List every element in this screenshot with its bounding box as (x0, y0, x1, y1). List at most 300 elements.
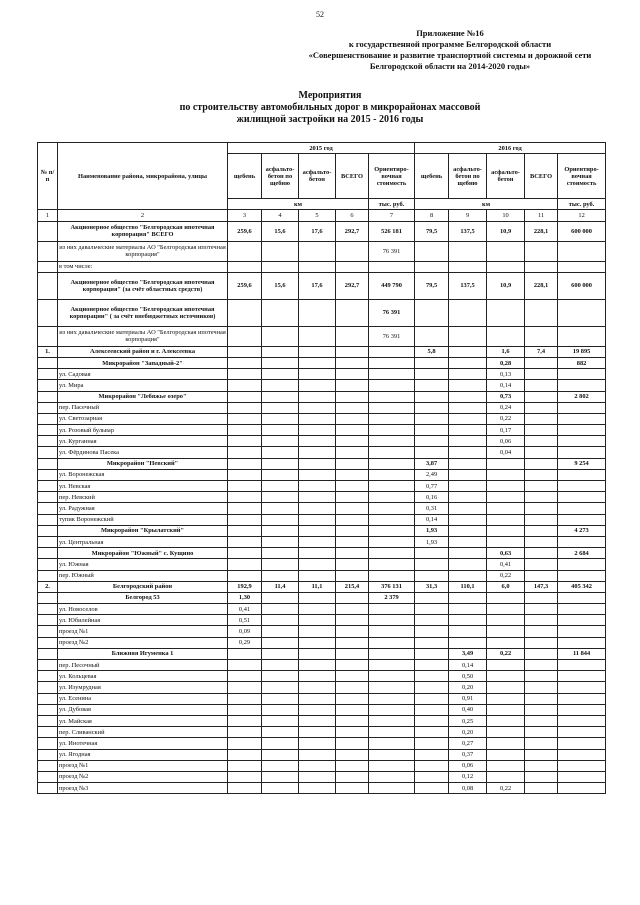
table-row (38, 592, 606, 603)
row-value (558, 261, 606, 272)
row-value (525, 481, 558, 492)
row-value (228, 682, 262, 693)
row-value: 15,6 (262, 221, 299, 241)
row-value (525, 514, 558, 525)
row-value: 0,14 (449, 660, 487, 671)
row-value: 0,28 (487, 357, 525, 368)
row-value (369, 436, 415, 447)
row-number (38, 391, 58, 402)
table-row (38, 771, 606, 782)
row-value (449, 592, 487, 603)
row-value (336, 469, 369, 480)
row-number (38, 357, 58, 368)
row-value (415, 369, 449, 380)
row-value: 0,17 (487, 425, 525, 436)
row-number (38, 783, 58, 794)
row-value: 2 379 (369, 592, 415, 603)
row-value (558, 704, 606, 715)
row-value: 147,3 (525, 581, 558, 592)
column-number: 5 (299, 210, 336, 221)
row-value (415, 592, 449, 603)
header-gravel: щебень (228, 154, 262, 199)
row-value (558, 326, 606, 346)
row-value (262, 727, 299, 738)
row-value: 0,13 (487, 369, 525, 380)
table-row (38, 637, 606, 648)
row-value (336, 346, 369, 357)
row-name: ул. Невская (58, 481, 228, 492)
row-value (262, 570, 299, 581)
row-value (336, 525, 369, 536)
row-value (369, 380, 415, 391)
document-title (80, 90, 580, 126)
row-value (558, 771, 606, 782)
row-name: ул. Южная (58, 559, 228, 570)
row-value (299, 525, 336, 536)
row-value: 0,22 (487, 648, 525, 659)
row-name: ул. Садовая (58, 369, 228, 380)
row-value (525, 299, 558, 326)
row-value (336, 503, 369, 514)
row-value (299, 570, 336, 581)
row-name: ул. Майская (58, 715, 228, 726)
row-value (299, 357, 336, 368)
row-value: 137,5 (449, 272, 487, 299)
row-value (525, 592, 558, 603)
row-value (262, 760, 299, 771)
row-value (558, 514, 606, 525)
row-value (369, 783, 415, 794)
row-value (525, 570, 558, 581)
row-number (38, 481, 58, 492)
row-value (262, 604, 299, 615)
row-value: 0,41 (228, 604, 262, 615)
row-value (336, 326, 369, 346)
row-value (369, 693, 415, 704)
row-value: 2,49 (415, 469, 449, 480)
row-value (262, 413, 299, 424)
row-value (558, 749, 606, 760)
column-number: 9 (449, 210, 487, 221)
row-name: Алексеевский район и г. Алексеевка (58, 346, 228, 357)
row-value (415, 715, 449, 726)
row-value (449, 413, 487, 424)
row-value (558, 241, 606, 261)
row-value (262, 548, 299, 559)
row-value (369, 704, 415, 715)
row-value (299, 481, 336, 492)
row-value (262, 369, 299, 380)
row-value (336, 648, 369, 659)
row-value (369, 637, 415, 648)
row-value (369, 447, 415, 458)
column-number: 6 (336, 210, 369, 221)
row-value (262, 693, 299, 704)
row-value (262, 391, 299, 402)
header-unit-km: км (228, 199, 369, 210)
row-value (369, 548, 415, 559)
table-row (38, 402, 606, 413)
row-number (38, 559, 58, 570)
row-value (525, 648, 558, 659)
row-value (228, 536, 262, 547)
row-value (228, 326, 262, 346)
row-value (415, 447, 449, 458)
table-row (38, 346, 606, 357)
column-number: 8 (415, 210, 449, 221)
table-row (38, 458, 606, 469)
row-value: 0,06 (487, 436, 525, 447)
row-name: из них давальческие материалы АО "Белгородская ипотечная корпорация" (58, 326, 228, 346)
row-value (336, 369, 369, 380)
row-value (228, 481, 262, 492)
row-value: 0,77 (415, 481, 449, 492)
title-line: по строительству автомобильных дорог в микрорайонах массовой (179, 102, 481, 113)
row-name: ул. Инотечная (58, 738, 228, 749)
row-value (336, 447, 369, 458)
row-name: пер. Южный (58, 570, 228, 581)
row-value (369, 425, 415, 436)
row-value (415, 357, 449, 368)
row-name: в том числе: (58, 261, 228, 272)
column-number: 4 (262, 210, 299, 221)
row-name: ул. Изумрудная (58, 682, 228, 693)
row-value (228, 648, 262, 659)
row-value: 600 000 (558, 221, 606, 241)
row-value (369, 458, 415, 469)
row-value (299, 548, 336, 559)
row-value (336, 492, 369, 503)
row-value: 405 342 (558, 581, 606, 592)
table-row (38, 760, 606, 771)
row-name: проезд №1 (58, 626, 228, 637)
row-value (299, 671, 336, 682)
row-value (558, 402, 606, 413)
row-value (228, 783, 262, 794)
row-value (525, 326, 558, 346)
row-value (449, 447, 487, 458)
row-value (487, 536, 525, 547)
row-value (415, 626, 449, 637)
row-value (525, 615, 558, 626)
row-value: 600 000 (558, 272, 606, 299)
row-value: 10,9 (487, 272, 525, 299)
row-value: 0,24 (487, 402, 525, 413)
row-value: 15,6 (262, 272, 299, 299)
row-value (262, 514, 299, 525)
row-value: 137,5 (449, 221, 487, 241)
row-value: 10,9 (487, 221, 525, 241)
table-header (38, 143, 606, 222)
row-value: 0,09 (228, 626, 262, 637)
page-number: 52 (316, 10, 324, 19)
row-value (449, 261, 487, 272)
row-value: 0,22 (487, 783, 525, 794)
row-number (38, 536, 58, 547)
table-row (38, 749, 606, 760)
row-value: 1,93 (415, 525, 449, 536)
row-value (228, 715, 262, 726)
row-value: 0,50 (449, 671, 487, 682)
row-value (228, 447, 262, 458)
row-value: 259,6 (228, 221, 262, 241)
row-value (449, 458, 487, 469)
row-value (299, 760, 336, 771)
table-row (38, 570, 606, 581)
row-value (449, 380, 487, 391)
row-value (487, 469, 525, 480)
row-value: 0,08 (449, 783, 487, 794)
row-value: 7,4 (525, 346, 558, 357)
row-value (449, 514, 487, 525)
row-value (525, 241, 558, 261)
row-value (299, 536, 336, 547)
row-value (525, 548, 558, 559)
row-value (558, 369, 606, 380)
row-value (336, 704, 369, 715)
row-value (228, 570, 262, 581)
row-value (262, 503, 299, 514)
row-value (336, 749, 369, 760)
row-value (525, 425, 558, 436)
row-value (415, 402, 449, 413)
row-value (262, 436, 299, 447)
row-value (262, 481, 299, 492)
appendix-line: к государственной программе Белгородской области (348, 39, 552, 49)
row-value (299, 391, 336, 402)
row-value (299, 648, 336, 659)
table-row (38, 503, 606, 514)
row-value (525, 715, 558, 726)
row-value (487, 682, 525, 693)
row-name: пер. Песочный (58, 660, 228, 671)
row-name: проезд №3 (58, 783, 228, 794)
row-number (38, 299, 58, 326)
row-value (336, 738, 369, 749)
row-name: Микрорайон "Южный" с. Кущино (58, 548, 228, 559)
row-value (487, 637, 525, 648)
table-row (38, 783, 606, 794)
row-number (38, 592, 58, 603)
row-value: 79,5 (415, 272, 449, 299)
row-value (336, 413, 369, 424)
row-value (487, 261, 525, 272)
row-value: 0,91 (449, 693, 487, 704)
row-value (369, 727, 415, 738)
header-cost: Ориентиро-вочная стоимость (369, 154, 415, 199)
row-value (299, 693, 336, 704)
row-value (525, 660, 558, 671)
row-value (336, 671, 369, 682)
column-number-row (38, 210, 606, 221)
row-value (262, 380, 299, 391)
row-number (38, 326, 58, 346)
row-value (415, 261, 449, 272)
row-value (487, 771, 525, 782)
row-number (38, 637, 58, 648)
table-row (38, 391, 606, 402)
row-value (415, 604, 449, 615)
row-value (299, 402, 336, 413)
row-value (369, 660, 415, 671)
row-value (487, 514, 525, 525)
row-number (38, 380, 58, 391)
row-value (415, 559, 449, 570)
row-name: Белгород 53 (58, 592, 228, 603)
row-value (449, 492, 487, 503)
table-row (38, 693, 606, 704)
table-row (38, 413, 606, 424)
row-value: 2 802 (558, 391, 606, 402)
row-value (228, 514, 262, 525)
row-value (525, 704, 558, 715)
table-row (38, 626, 606, 637)
row-number (38, 514, 58, 525)
row-value (558, 715, 606, 726)
row-value (449, 548, 487, 559)
row-value: 0,31 (415, 503, 449, 514)
row-value (262, 704, 299, 715)
row-value (228, 693, 262, 704)
row-value (487, 760, 525, 771)
row-number (38, 272, 58, 299)
row-value (525, 671, 558, 682)
row-value (558, 738, 606, 749)
row-value (415, 436, 449, 447)
table-row (38, 425, 606, 436)
row-value (525, 749, 558, 760)
row-value (558, 626, 606, 637)
row-value (369, 626, 415, 637)
row-number (38, 626, 58, 637)
row-name: тупик Воронежский (58, 514, 228, 525)
row-value (336, 660, 369, 671)
row-number (38, 221, 58, 241)
row-value (336, 514, 369, 525)
header-unit-rub: тыс. руб. (558, 199, 606, 210)
table-row (38, 261, 606, 272)
row-value (262, 241, 299, 261)
row-value (558, 469, 606, 480)
row-value (415, 738, 449, 749)
row-value (228, 299, 262, 326)
row-value (336, 760, 369, 771)
row-name: проезд №2 (58, 637, 228, 648)
header-num: № п/п (38, 143, 58, 210)
row-number (38, 738, 58, 749)
row-value: 17,6 (299, 221, 336, 241)
row-value (487, 626, 525, 637)
row-value (228, 425, 262, 436)
row-value (449, 626, 487, 637)
row-value (299, 615, 336, 626)
row-number (38, 749, 58, 760)
row-name: ул. Курганная (58, 436, 228, 447)
row-value: 11,1 (299, 581, 336, 592)
row-value (228, 346, 262, 357)
row-value (525, 536, 558, 547)
row-value (415, 671, 449, 682)
table-row (38, 525, 606, 536)
row-value (262, 682, 299, 693)
row-value (228, 492, 262, 503)
table-row (38, 581, 606, 592)
row-value (415, 615, 449, 626)
table-row (38, 727, 606, 738)
row-number (38, 525, 58, 536)
table-row (38, 369, 606, 380)
row-value (299, 715, 336, 726)
row-value (336, 682, 369, 693)
row-value (336, 425, 369, 436)
row-number (38, 261, 58, 272)
row-value (299, 783, 336, 794)
row-value (336, 481, 369, 492)
row-value (336, 637, 369, 648)
row-value (525, 436, 558, 447)
row-value (262, 738, 299, 749)
row-number (38, 771, 58, 782)
header-asphalt: асфальто-бетон (487, 154, 525, 199)
table-row (38, 272, 606, 299)
table-row (38, 221, 606, 241)
row-name: ул. Кольцевая (58, 671, 228, 682)
row-value (369, 503, 415, 514)
row-value (336, 357, 369, 368)
row-value (228, 458, 262, 469)
row-value (449, 299, 487, 326)
appendix-caption (240, 28, 640, 72)
row-value (336, 458, 369, 469)
row-name: Акционерное общество "Белгородская ипотечная корпорация" ВСЕГО (58, 221, 228, 241)
row-name: Микрорайон "Крылатский" (58, 525, 228, 536)
row-value (336, 559, 369, 570)
row-value (415, 241, 449, 261)
row-number (38, 570, 58, 581)
table-row (38, 299, 606, 326)
row-value (228, 660, 262, 671)
row-value (299, 503, 336, 514)
row-value (336, 771, 369, 782)
row-value (525, 682, 558, 693)
row-value (449, 357, 487, 368)
row-value: 6,0 (487, 581, 525, 592)
row-value: 376 131 (369, 581, 415, 592)
row-number (38, 458, 58, 469)
row-value (558, 559, 606, 570)
row-value (487, 503, 525, 514)
row-value: 9 254 (558, 458, 606, 469)
row-value: 228,1 (525, 221, 558, 241)
row-value (228, 357, 262, 368)
row-value (449, 615, 487, 626)
row-value (369, 402, 415, 413)
row-value (558, 783, 606, 794)
row-value (525, 380, 558, 391)
row-value (487, 738, 525, 749)
row-value: 11 844 (558, 648, 606, 659)
row-value (525, 469, 558, 480)
row-value (262, 346, 299, 357)
row-value (415, 749, 449, 760)
row-name: ул. Радужная (58, 503, 228, 514)
row-name: Акционерное общество "Белгородская ипотечная корпорации" ( за счёт внебюджетных источников) (58, 299, 228, 326)
table-row (38, 241, 606, 261)
row-value (525, 413, 558, 424)
row-value (558, 536, 606, 547)
row-value (449, 536, 487, 547)
row-value (369, 559, 415, 570)
